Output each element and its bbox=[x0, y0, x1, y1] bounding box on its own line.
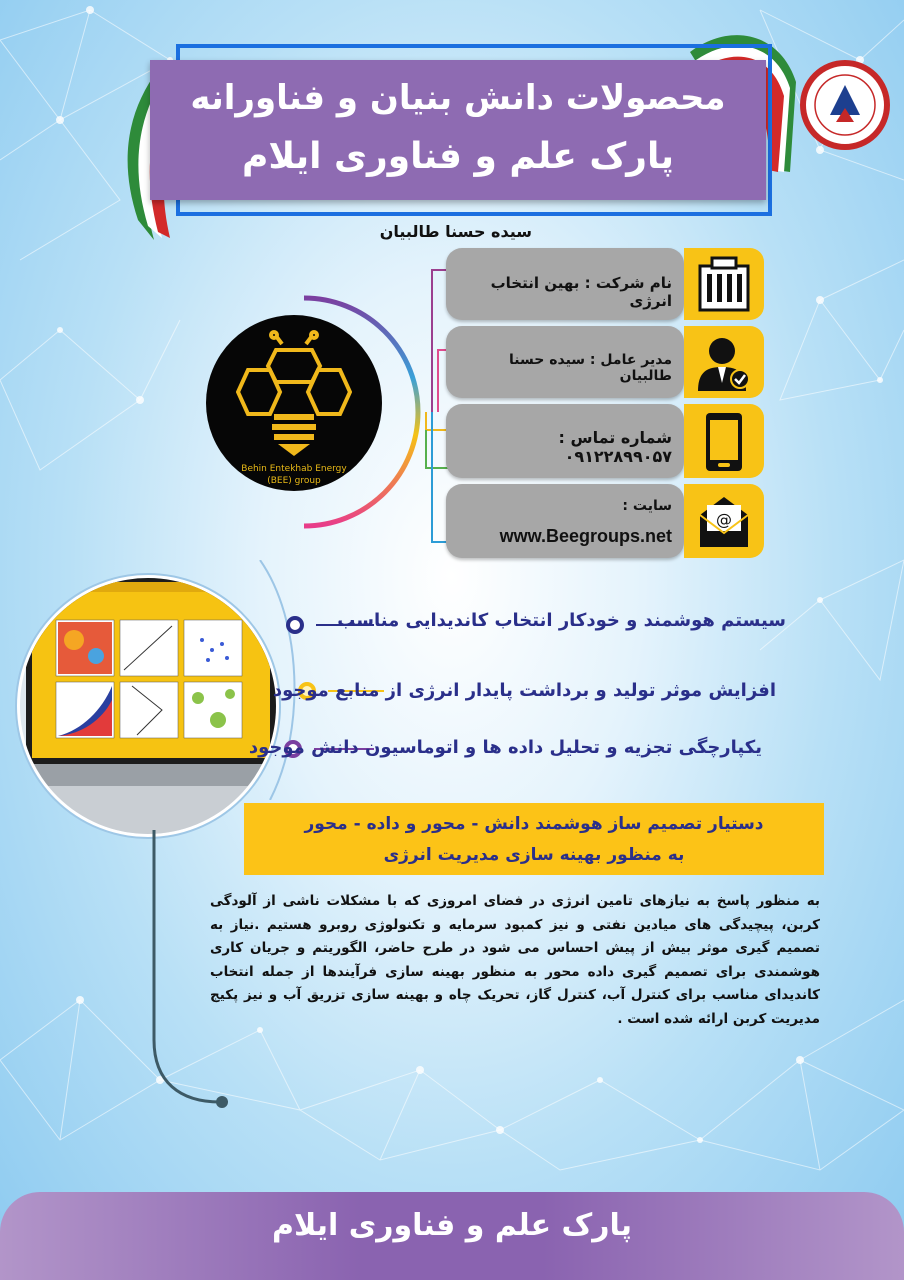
phone-card bbox=[446, 404, 684, 478]
title-line-1: محصولات دانش بنیان و فناورانه bbox=[190, 78, 726, 118]
phone-icon-box bbox=[684, 404, 764, 478]
site-card bbox=[446, 484, 684, 558]
footer-bar bbox=[0, 1192, 904, 1280]
author-name: سیده حسنا طالبیان bbox=[379, 222, 532, 241]
user-check-icon bbox=[698, 334, 750, 392]
manager-card bbox=[446, 326, 684, 398]
email-icon bbox=[698, 492, 750, 550]
feature-item-1: سیستم هوشمند و خودکار انتخاب کاندیدایی مناسب bbox=[337, 610, 786, 631]
feature-item-3: یکپارچگی تجزیه و تحلیل داده ها و اتوماسیون دانش موجود bbox=[248, 737, 762, 758]
description-paragraph: به منظور پاسخ به نیازهای تامین انرژی در فضای امروزی که با مشکلات ناشی از آلودگی کربن، پیچیدگی های میادین نفتی و نیز کمبود سرمایه و تکنولوژی روبرو هستیم .نیاز به تصمیم گیری موثر بیش از پیش احساس می شود در طرح حاضر، الگوریتم و جریان کاری هوشمندی برای تصمیم گیری داده محور به منظور بهینه سازی فرآیندها از جمله انتخاب کاندیدای مناسب برای کنترل آب، کنترل گاز، تحریک چاه و بهینه سازی تزریق آب و نیز پکیج مدیریت کربن ارائه شده است . bbox=[210, 893, 820, 1027]
company-name-text: نام شرکت : بهین انتخاب انرژی bbox=[490, 274, 672, 310]
summary-banner bbox=[244, 803, 824, 875]
laptop-illustration bbox=[12, 570, 284, 842]
mobile-phone-icon bbox=[698, 412, 750, 472]
bullet-dot-1 bbox=[286, 616, 304, 634]
banner-line-2: به منظور بهینه سازی مدیریت انرژی bbox=[383, 845, 685, 865]
logo-text-line-1: Behin Entekhab Energy bbox=[241, 464, 347, 474]
site-url-text[interactable]: www.Beegroups.net bbox=[499, 526, 672, 546]
park-logo bbox=[800, 60, 890, 150]
logo-text-line-2: (BEE) group bbox=[267, 476, 321, 486]
title-box bbox=[150, 60, 766, 200]
banner-line-1: دستیار تصمیم ساز هوشمند دانش - محور و داده - محور bbox=[304, 814, 764, 834]
company-card bbox=[446, 248, 684, 320]
company-icon-box bbox=[684, 248, 764, 320]
footer-title: پارک علم و فناوری ایلام bbox=[271, 1208, 633, 1243]
site-icon-box bbox=[684, 484, 764, 558]
phone-number-text: شماره تماس : ۰۹۱۲۲۸۹۹۰۵۷ bbox=[558, 428, 672, 466]
building-icon bbox=[698, 256, 750, 312]
feature-item-2: افزایش موثر تولید و برداشت پایدار انرژی از منابع موجود bbox=[272, 680, 776, 701]
svg-text:@: @ bbox=[716, 510, 732, 529]
site-label-text: سایت : bbox=[622, 498, 672, 514]
title-line-2: پارک علم و فناوری ایلام bbox=[241, 136, 675, 177]
bee-logo-icon bbox=[236, 330, 352, 460]
manager-name-text: مدیر عامل : سیده حسنا طالبیان bbox=[509, 352, 672, 384]
manager-icon-box bbox=[684, 326, 764, 398]
